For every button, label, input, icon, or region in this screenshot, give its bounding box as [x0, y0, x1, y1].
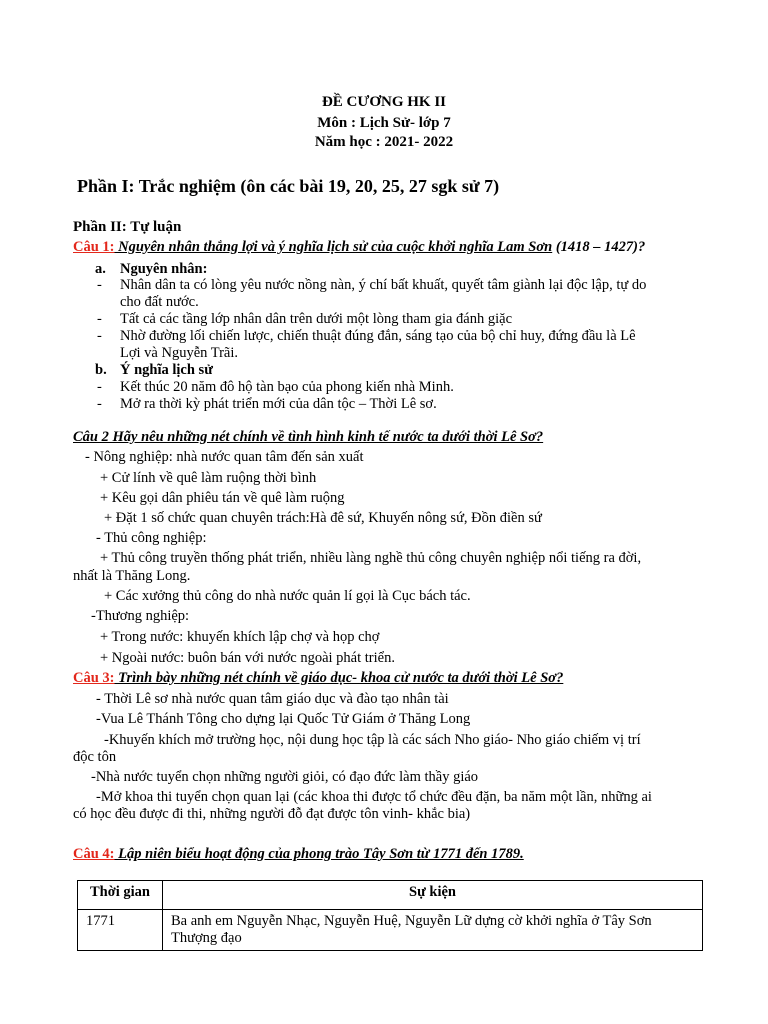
q1-a-item: Nhờ đường lối chiến lược, chiến thuật đúng đắn, sáng tạo của bộ chỉ huy, đứng đầu là Lê: [120, 328, 636, 344]
q2-line: + Các xưởng thủ công do nhà nước quản lí gọi là Cục bách tác.: [104, 588, 471, 604]
table-cell-event: [163, 910, 703, 951]
table-cell-year: 1771: [78, 910, 163, 951]
doc-subject: Môn : Lịch Sử- lớp 7: [317, 115, 451, 131]
q2-line: - Thủ công nghiệp:: [96, 530, 207, 546]
column-header-event: Sự kiện: [163, 881, 703, 910]
q3-label: Câu 3:: [73, 670, 115, 686]
q1-a-item: Nhân dân ta có lòng yêu nước nồng nàn, ý chí bất khuất, quyết tâm giành lại độc lập, tự do: [120, 277, 647, 293]
bullet-dash: -: [97, 328, 102, 344]
doc-school-year: Năm học : 2021- 2022: [314, 134, 454, 150]
q2-heading: Câu 2 Hãy nêu những nét chính về tình hình kinh tế nước ta dưới thời Lê Sơ?: [73, 429, 544, 445]
q4-heading: [73, 846, 524, 863]
q3-line: -Mở khoa thi tuyển chọn quan lại (các khoa thi được tổ chức đều đặn, ba năm một lần, những ai: [96, 789, 652, 805]
q2-line: + Cử lính về quê làm ruộng thời bình: [100, 470, 317, 486]
part2-heading: Phần II: Tự luận: [73, 219, 182, 235]
event-text-line: Thượng đạo: [171, 930, 242, 946]
q4-label: Câu 4:: [73, 846, 115, 862]
q1-a-title: Nguyên nhân:: [120, 261, 208, 277]
q1-a-item: Tất cả các tầng lớp nhân dân trên dưới một lòng tham gia đánh giặc: [120, 311, 513, 327]
q2-line: - Nông nghiệp: nhà nước quan tâm đến sản xuất: [85, 449, 364, 465]
q3-heading: [73, 670, 563, 687]
q3-line: có học đều được đi thi, những người đỗ đạt được tôn vinh- khắc bia): [73, 806, 471, 822]
event-text-line: Ba anh em Nguyễn Nhạc, Nguyễn Huệ, Nguyễn Lữ dựng cờ khởi nghĩa ở Tây Sơn: [171, 913, 652, 929]
q3-text: Trình bày những nét chính về giáo dục- khoa cử nước ta dưới thời Lê Sơ?: [114, 670, 564, 686]
q2-line: + Thủ công truyền thống phát triển, nhiều làng nghề thủ công chuyên nghiệp nổi tiếng ra đời,: [100, 550, 642, 566]
q1-text: Nguyên nhân thắng lợi và ý nghĩa lịch sử của cuộc khởi nghĩa Lam Sơn: [114, 239, 553, 255]
q1-a-marker: a.: [95, 261, 106, 277]
q2-line: -Thương nghiệp:: [91, 608, 190, 624]
q3-line: -Khuyến khích mở trường học, nội dung học tập là các sách Nho giáo- Nho giáo chiếm vị trí: [104, 732, 641, 748]
part1-heading: Phần I: Trắc nghiệm (ôn các bài 19, 20, 25, 27 sgk sử 7): [77, 176, 500, 196]
q1-a-item: Lợi và Nguyễn Trãi.: [120, 345, 239, 361]
q4-text: Lập niên biểu hoạt động của phong trào Tây Sơn từ 1771 đến 1789.: [114, 846, 524, 862]
q1-b-item: Kết thúc 20 năm đô hộ tàn bạo của phong kiến nhà Minh.: [120, 379, 454, 395]
q2-line: + Ngoài nước: buôn bán với nước ngoài phát triển.: [100, 650, 395, 666]
q2-line: nhất là Thăng Long.: [73, 568, 191, 584]
q3-line: - Thời Lê sơ nhà nước quan tâm giáo dục và đào tạo nhân tài: [96, 691, 449, 707]
table-row: [78, 910, 703, 951]
bullet-dash: -: [97, 396, 102, 412]
q2-line: + Kêu gọi dân phiêu tán về quê làm ruộng: [100, 490, 345, 506]
bullet-dash: -: [97, 277, 102, 293]
q1-heading: [73, 239, 645, 256]
q1-tail: (1418 – 1427)?: [552, 239, 646, 255]
q3-line: độc tôn: [73, 749, 117, 765]
q1-a-item: cho đất nước.: [120, 294, 199, 310]
table-header-row: [78, 881, 703, 910]
doc-title: ĐỀ CƯƠNG HK II: [321, 94, 447, 110]
q3-line: -Vua Lê Thánh Tông cho dựng lại Quốc Tử Giám ở Thăng Long: [96, 711, 471, 727]
q1-b-item: Mở ra thời kỳ phát triển mới của dân tộc – Thời Lê sơ.: [120, 396, 437, 412]
q3-line: -Nhà nước tuyển chọn những người giỏi, có đạo đức làm thầy giáo: [91, 769, 479, 785]
tay-son-timeline-table: [77, 880, 703, 951]
bullet-dash: -: [97, 311, 102, 327]
bullet-dash: -: [97, 379, 102, 395]
q1-b-title: Ý nghĩa lịch sử: [120, 362, 213, 378]
q1-label: Câu 1:: [73, 239, 115, 255]
q2-line: + Trong nước: khuyến khích lập chợ và họp chợ: [100, 629, 380, 645]
q1-b-marker: b.: [95, 362, 107, 378]
q2-line: + Đặt 1 số chức quan chuyên trách:Hà đê sứ, Khuyến nông sứ, Đồn điền sứ: [104, 510, 542, 526]
column-header-time: Thời gian: [78, 881, 163, 910]
